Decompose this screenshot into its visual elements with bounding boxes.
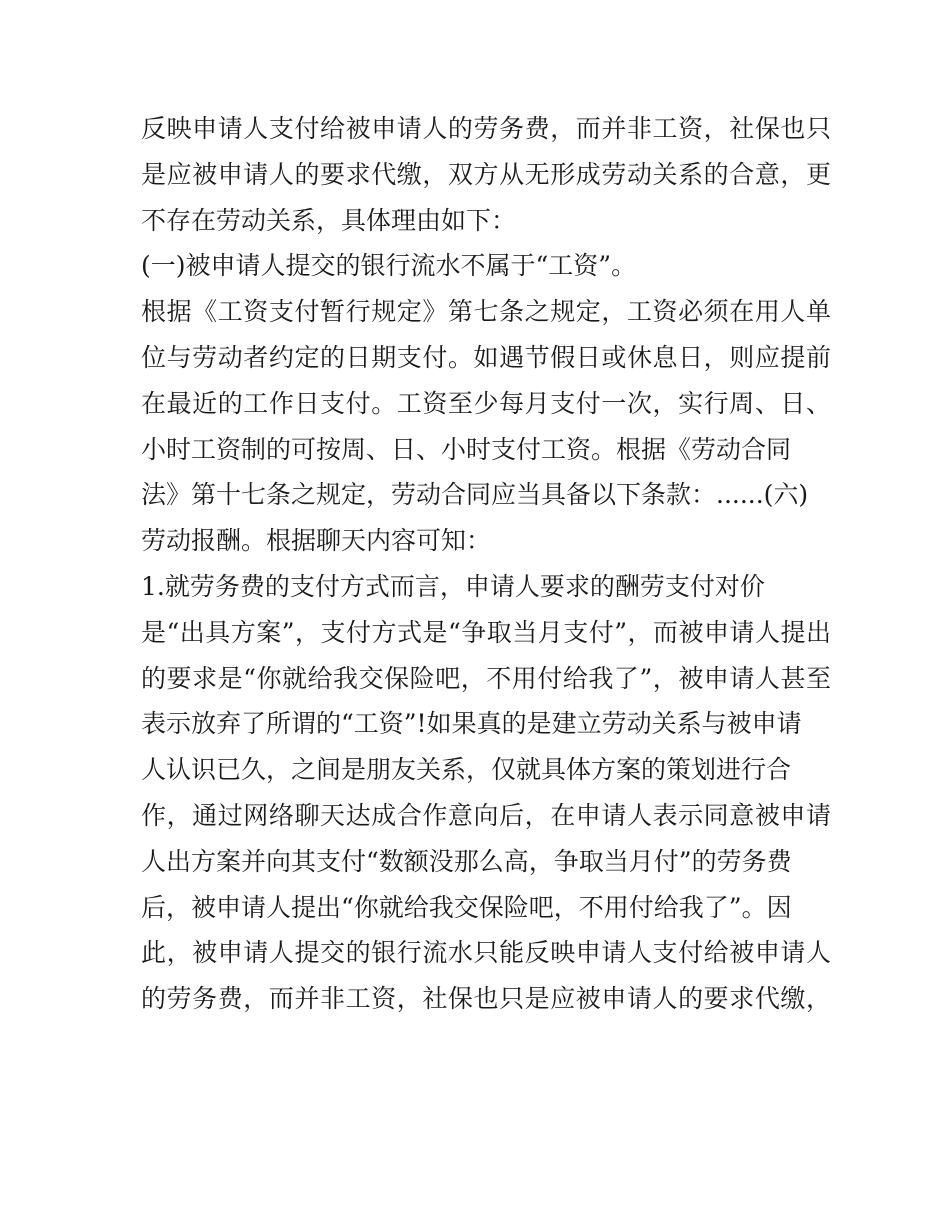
text-line: 人认识已久，之间是朋友关系，仅就具体方案的策划进行合	[141, 755, 792, 785]
text-line: 小时工资制的可按周、日、小时支付工资。根据《劳动合同	[141, 434, 792, 464]
text-line: 在最近的工作日支付。工资至少每月支付一次，实行周、日、	[141, 388, 831, 418]
section-heading: (一)被申请人提交的银行流水不属于“工资”。	[141, 251, 637, 281]
text-line: 的要求是“你就给我交保险吧，不用付给我了”，被申请人甚至	[141, 663, 831, 693]
text-line: 不存在劳动关系，具体理由如下：	[141, 205, 517, 235]
text-line: 法》第十七条之规定，劳动合同应当具备以下条款：......(六)	[141, 480, 809, 510]
text-line: 是“出具方案”，支付方式是“争取当月支付”，而被申请人提出	[141, 617, 831, 647]
text-line: 后，被申请人提出“你就给我交保险吧，不用付给我了”。因	[141, 892, 792, 922]
text-line: 表示放弃了所谓的“工资”!如果真的是建立劳动关系与被申请	[141, 709, 802, 739]
text-line: 反映申请人支付给被申请人的劳务费，而并非工资，社保也只	[141, 114, 831, 143]
document-body	[141, 106, 831, 1022]
text-line: 根据《工资支付暂行规定》第七条之规定，工资必须在用人单	[141, 297, 831, 327]
text-line: 作，通过网络聊天达成合作意向后，在申请人表示同意被申请	[141, 800, 831, 830]
text-line: 劳动报酬。根据聊天内容可知：	[141, 526, 492, 556]
text-line: 此，被申请人提交的银行流水只能反映申请人支付给被申请人	[141, 938, 831, 968]
text-line: 的劳务费，而并非工资，社保也只是应被申请人的要求代缴，	[141, 984, 831, 1014]
text-line: 是应被申请人的要求代缴，双方从无形成劳动关系的合意，更	[141, 159, 831, 189]
list-item-start: 1.就劳务费的支付方式而言，申请人要求的酬劳支付对价	[141, 571, 765, 601]
text-line: 人出方案并向其支付“数额没那么高，争取当月付”的劳务费	[141, 846, 792, 876]
text-line: 位与劳动者约定的日期支付。如遇节假日或休息日，则应提前	[141, 342, 831, 372]
